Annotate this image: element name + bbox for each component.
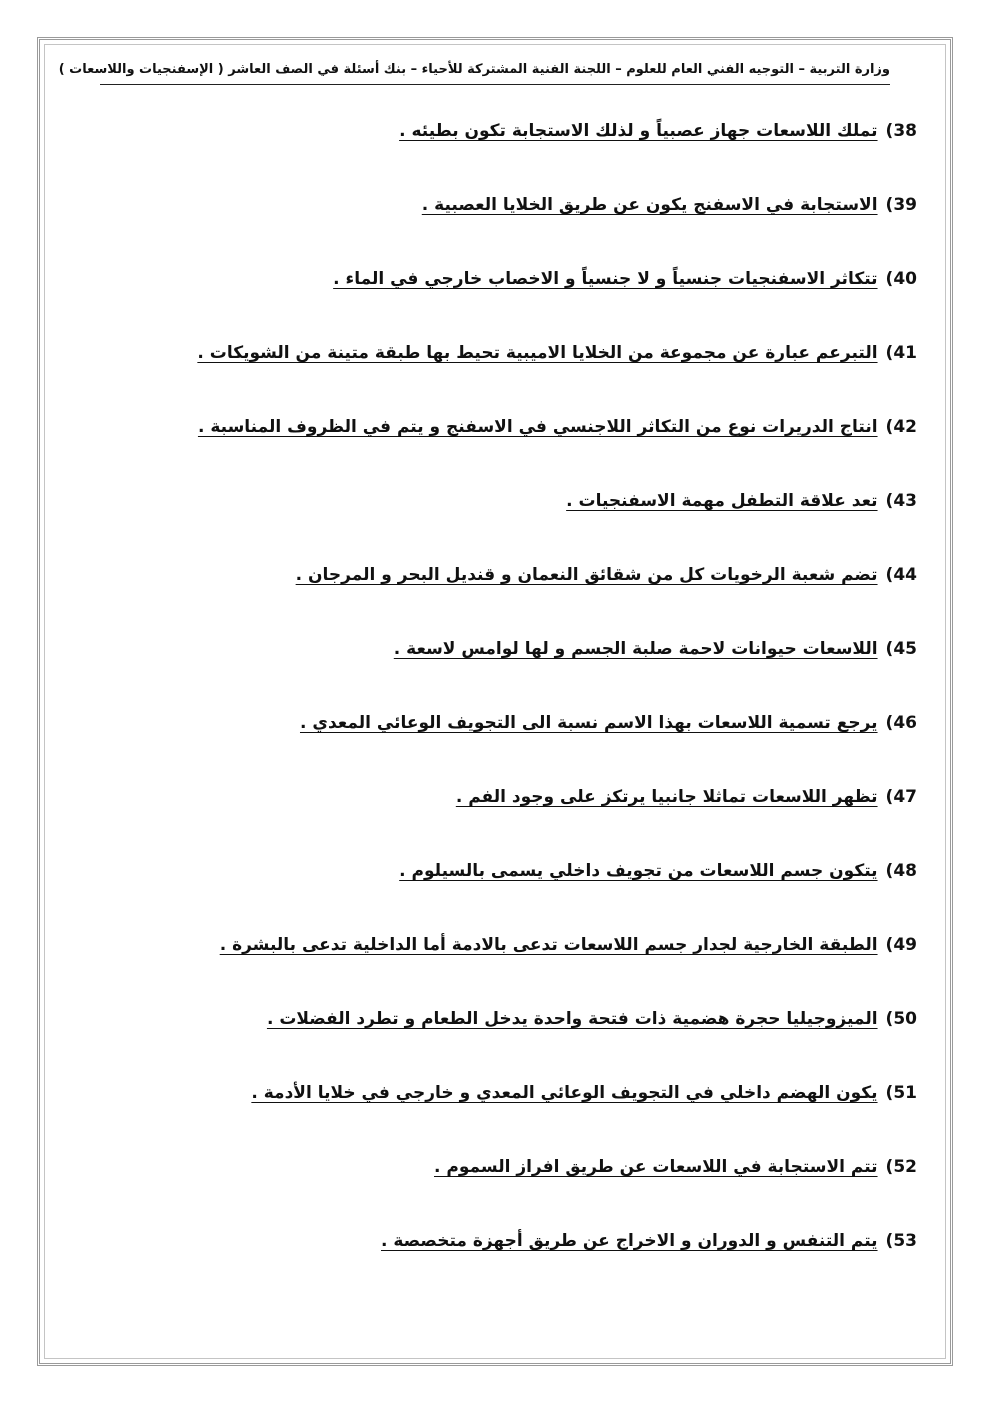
question-number: 51) (885, 1083, 917, 1103)
question-number: 41) (885, 343, 917, 363)
question-text: انتاج الدريرات نوع من التكاثر اللاجنسي في الاسفنج و يتم في الظروف المناسبة . (197, 417, 878, 437)
question-text: يرجع تسمية اللاسعات بهذا الاسم نسبة الى التجويف الوعائي المعدي . (299, 713, 878, 733)
question-item (97, 186, 917, 260)
question-number: 39) (885, 195, 917, 215)
question-number: 38) (885, 121, 917, 141)
question-text: تضم شعبة الرخويات كل من شقائق النعمان و قنديل البحر و المرجان . (295, 565, 878, 585)
question-list (97, 112, 917, 1296)
question-text: التبرعم عبارة عن مجموعة من الخلايا الاميبية تحيط بها طبقة متينة من الشويكات . (197, 343, 878, 363)
question-item (97, 260, 917, 334)
page-header: وزارة التربية – التوجيه الفني العام للعلوم – اللجنة الفنية المشتركة للأحياء – بنك أسئلة في الصف العاشر ( الإسفنجيات واللاسعات ) (58, 62, 890, 77)
question-number: 49) (885, 935, 917, 955)
question-number: 44) (885, 565, 917, 585)
question-text: اللاسعات حيوانات لاحمة صلبة الجسم و لها لوامس لاسعة . (393, 639, 878, 659)
question-text: تتكاثر الاسفنجيات جنسياً و لا جنسياً و الاخصاب خارجي في الماء . (333, 269, 878, 289)
question-item (97, 408, 917, 482)
question-text: يتم التنفس و الدوران و الاخراج عن طريق أجهزة متخصصة . (381, 1231, 878, 1251)
question-number: 42) (885, 417, 917, 437)
question-number: 46) (885, 713, 917, 733)
header-underline (100, 84, 890, 85)
question-item (97, 852, 917, 926)
question-item (97, 1148, 917, 1222)
question-item (97, 1000, 917, 1074)
question-number: 40) (885, 269, 917, 289)
question-text: الاستجابة في الاسفنج يكون عن طريق الخلايا العصبية . (421, 195, 878, 215)
question-item (97, 334, 917, 408)
question-number: 52) (885, 1157, 917, 1177)
question-item (97, 112, 917, 186)
question-text: تعد علاقة التطفل مهمة الاسفنجيات . (566, 491, 878, 511)
question-text: الطبقة الخارجية لجدار جسم اللاسعات تدعى بالادمة أما الداخلية تدعى بالبشرة . (219, 935, 878, 955)
question-text: تتم الاستجابة في اللاسعات عن طريق افراز السموم . (434, 1157, 878, 1177)
question-text: يتكون جسم اللاسعات من تجويف داخلي يسمى بالسيلوم . (399, 861, 878, 881)
question-number: 47) (885, 787, 917, 807)
question-item (97, 926, 917, 1000)
question-text: الميزوجيليا حجرة هضمية ذات فتحة واحدة يدخل الطعام و تطرد الفضلات . (266, 1009, 878, 1029)
question-item (97, 778, 917, 852)
question-item (97, 556, 917, 630)
question-item (97, 704, 917, 778)
question-item (97, 1222, 917, 1296)
question-number: 48) (885, 861, 917, 881)
question-text: يكون الهضم داخلي في التجويف الوعائي المعدي و خارجي في خلايا الأدمة . (251, 1083, 878, 1103)
question-number: 50) (885, 1009, 917, 1029)
question-text: تملك اللاسعات جهاز عصبياً و لذلك الاستجابة تكون بطيئه . (399, 121, 878, 141)
question-number: 43) (885, 491, 917, 511)
question-number: 53) (885, 1231, 917, 1251)
question-item (97, 630, 917, 704)
question-text: تظهر اللاسعات تماثلا جانبيا يرتكز على وجود الفم . (455, 787, 878, 807)
question-number: 45) (885, 639, 917, 659)
question-item (97, 482, 917, 556)
question-item (97, 1074, 917, 1148)
